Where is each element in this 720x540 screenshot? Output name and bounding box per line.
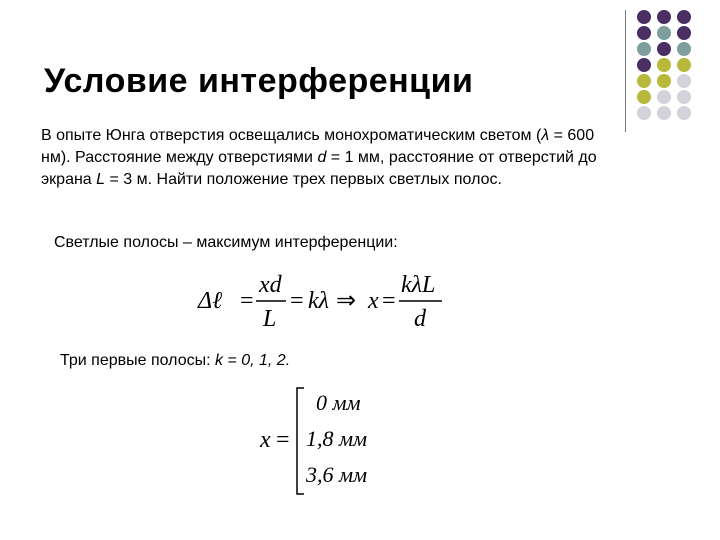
decorative-dot (637, 58, 651, 72)
result-row-2: 1,8 мм (306, 426, 368, 451)
decorative-dot (677, 42, 691, 56)
lambda-symbol: λ (541, 127, 550, 144)
title-divider-line (625, 10, 626, 132)
decorative-dot (657, 42, 671, 56)
bright-fringes-label: Светлые полосы – максимум интерференции: (54, 234, 398, 251)
formula-x: x (368, 288, 379, 314)
slide-title: Условие интерференции (44, 62, 474, 100)
result-row-3: 3,6 мм (306, 462, 368, 487)
d-symbol: d (317, 149, 327, 166)
formula-eq-2: = (290, 288, 304, 314)
problem-text-1: В опыте Юнга отверстия освещались монохроматическим светом ( (41, 127, 542, 144)
decorative-dot (677, 74, 691, 88)
result-formula (256, 384, 396, 498)
first-three-k-values: k = 0, 1, 2. (214, 352, 291, 369)
decorative-dot (677, 26, 691, 40)
formula-den-d: d (414, 306, 426, 332)
decorative-dot (637, 90, 651, 104)
formula-den-L: L (263, 306, 277, 332)
problem-text-4: = 3 м. Найти положение трех первых светлых полос. (105, 171, 502, 188)
decorative-dot (657, 74, 671, 88)
decorative-dot (637, 26, 651, 40)
first-three-prefix: Три первые полосы: (60, 352, 215, 369)
decorative-dot (677, 106, 691, 120)
decorative-dot (677, 90, 691, 104)
interference-formula (196, 268, 456, 338)
problem-text-3: = 1 мм, расстояние от отверстий до экрана (41, 149, 597, 188)
first-three-fringes-label (60, 352, 290, 370)
decorative-dot-grid (637, 10, 717, 120)
problem-text-2: = 600 нм). Расстояние между отверстиями (41, 127, 595, 166)
decorative-dot (677, 58, 691, 72)
problem-statement (41, 125, 601, 191)
decorative-dot (657, 90, 671, 104)
decorative-dot (657, 106, 671, 120)
formula-k-lambda: kλ (308, 288, 330, 314)
formula-num-klambdaL: kλL (401, 272, 436, 298)
result-row-1: 0 мм (316, 390, 361, 415)
decorative-dot (657, 10, 671, 24)
formula-implies: ⇒ (336, 288, 357, 314)
decorative-dot (637, 42, 651, 56)
formula-eq-1: = (240, 288, 254, 314)
formula-num-xd: xd (259, 272, 282, 298)
formula-eq-3: = (382, 288, 396, 314)
result-eq: = (276, 427, 290, 453)
formula-delta-l: Δℓ (198, 288, 223, 314)
L-symbol: L (96, 171, 106, 188)
decorative-dot (657, 26, 671, 40)
decorative-dot (657, 58, 671, 72)
decorative-dot (677, 10, 691, 24)
decorative-dot (637, 106, 651, 120)
result-x: x (260, 427, 271, 453)
result-bracket (297, 388, 304, 494)
decorative-dot (637, 74, 651, 88)
decorative-dot (637, 10, 651, 24)
